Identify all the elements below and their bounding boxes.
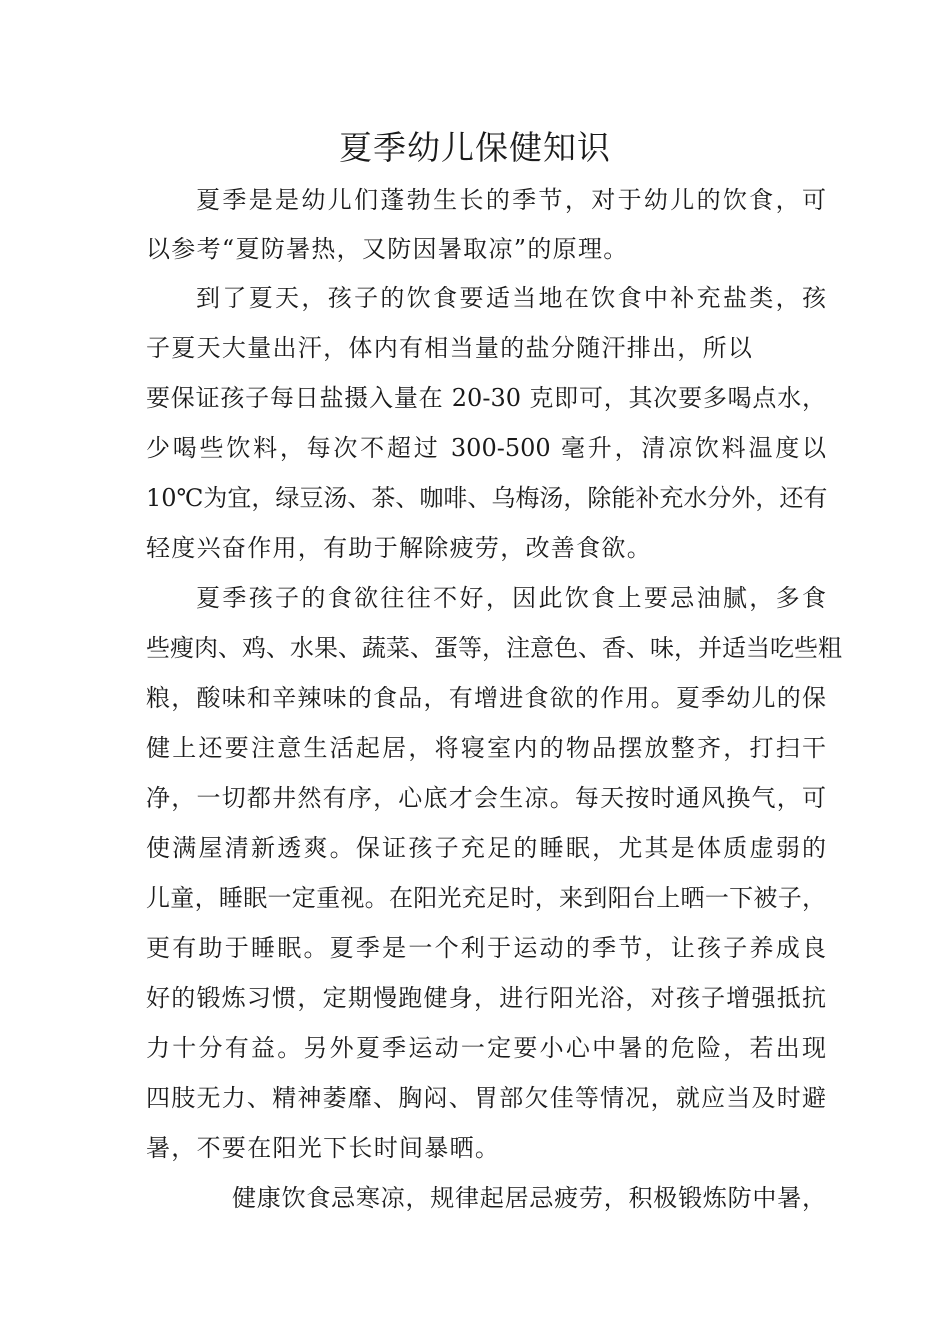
paragraph-line: 要保证孩子每日盐摄入量在 20-30 克即可，其次要多喝点水，: [146, 384, 826, 412]
paragraph-line: 夏季孩子的食欲往往不好，因此饮食上要忌油腻，多食: [196, 584, 826, 612]
paragraph-line: 粮，酸味和辛辣味的食品，有增进食欲的作用。夏季幼儿的保: [146, 684, 826, 712]
paragraph-line: 儿童，睡眠一定重视。在阳光充足时，来到阳台上晒一下被子，: [146, 884, 826, 912]
paragraph-line: 好的锻炼习惯，定期慢跑健身，进行阳光浴，对孩子增强抵抗: [146, 984, 826, 1012]
paragraph-line: 暑，不要在阳光下长时间暴晒。: [146, 1134, 501, 1162]
paragraph-line: 使满屋清新透爽。保证孩子充足的睡眠，尤其是体质虚弱的: [146, 834, 826, 862]
paragraph-line: 健康饮食忌寒凉，规律起居忌疲劳，积极锻炼防中暑，: [232, 1184, 826, 1212]
paragraph-line: 四肢无力、精神萎靡、胸闷、胃部欠佳等情况，就应当及时避: [146, 1084, 826, 1112]
paragraph-line: 净，一切都井然有序，心底才会生凉。每天按时通风换气，可: [146, 784, 826, 812]
paragraph-line: 轻度兴奋作用，有助于解除疲劳，改善食欲。: [146, 534, 652, 562]
paragraph-line: 些瘦肉、鸡、水果、蔬菜、蛋等，注意色、香、味，并适当吃些粗: [146, 634, 842, 662]
paragraph-line: 夏季是是幼儿们蓬勃生长的季节，对于幼儿的饮食，可: [196, 186, 826, 214]
document-title: 夏季幼儿保健知识: [339, 128, 611, 167]
paragraph-line: 以参考“夏防暑热，又防因暑取凉”的原理。: [146, 235, 629, 263]
paragraph-line: 更有助于睡眠。夏季是一个利于运动的季节，让孩子养成良: [146, 934, 826, 962]
paragraph-line: 力十分有益。另外夏季运动一定要小心中暑的危险，若出现: [146, 1034, 826, 1062]
paragraph-line: 子夏天大量出汗，体内有相当量的盐分随汗排出，所以: [146, 334, 754, 362]
paragraph-line: 健上还要注意生活起居，将寝室内的物品摆放整齐，打扫干: [146, 734, 826, 762]
paragraph-line: 少喝些饮料，每次不超过 300-500 毫升，清凉饮料温度以: [146, 434, 826, 462]
paragraph-line: 到了夏天，孩子的饮食要适当地在饮食中补充盐类，孩: [196, 284, 826, 312]
paragraph-line: 10℃为宜，绿豆汤、茶、咖啡、乌梅汤，除能补充水分外，还有: [146, 484, 828, 512]
